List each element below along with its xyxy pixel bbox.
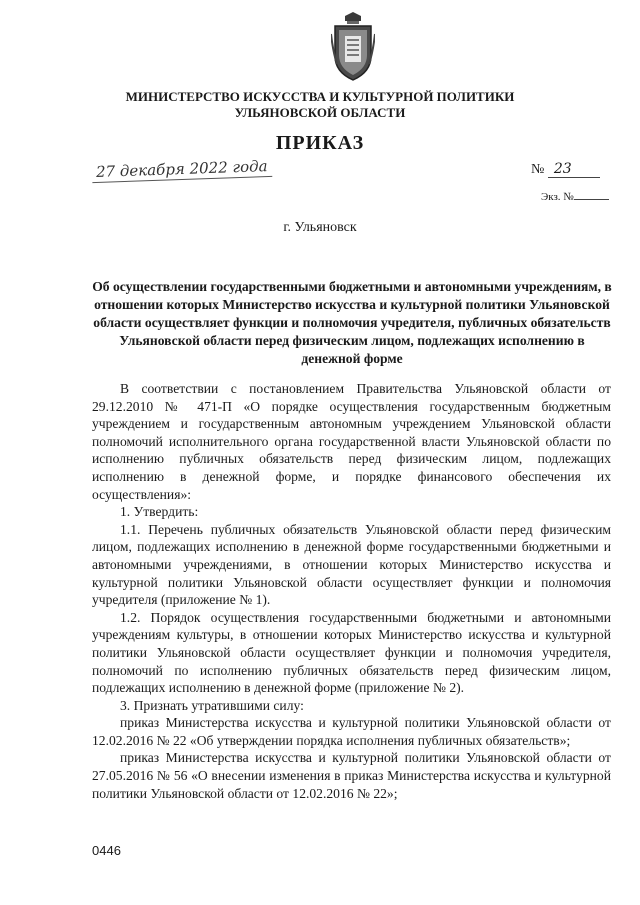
number-value: 23 [548,161,600,178]
order-title: Об осуществлении государственными бюджетными и автономными учреждениям, в отношении которых Министерство искусства и культурной политики Ульяновской области осуществляет функции и полномочия учредителя, публичных обязательств Ульяновской области перед физическим лицом, подлежащих исполнению в денежной форме [92,279,612,366]
copy-label: Экз. № [541,191,574,203]
ministry-line-1: МИНИСТЕРСТВО ИСКУССТВА И КУЛЬТУРНОЙ ПОЛИТИКИ [125,89,515,104]
coat-of-arms-emblem [331,12,375,82]
order-number [531,161,600,178]
paragraph-item-1-1: 1.1. Перечень публичных обязательств Ульяновской области перед физическим лицом, подлежащих исполнению в денежной форме государственными бюджетными и автономными учреждениями, в отношении которых Министерство искусства и культурной политики Ульяновской области осуществляет функции и полномочия учредителя (приложение № 1). [92,521,611,608]
order-date: 27 декабря 2022 года [92,157,272,183]
paragraph-item-1-2: 1.2. Порядок осуществления государственными бюджетными и автономными учреждениям культуры, в отношении которых Министерство искусства и культурной политики Ульяновской области осуществляет функции и полномочия учредителя, полномочий по исполнению публичных обязательств перед физическим лицом, подлежащих исполнению в денежной форме (приложение № 2). [92,609,611,696]
paragraph-item-3: 3. Признать утратившими силу: [120,697,304,713]
footer-code: 0446 [92,843,121,858]
paragraph-repeal-1: приказ Министерства искусства и культурной политики Ульяновской области от 12.02.2016 № 22 «Об утверждении порядка исполнения публичных обязательств»; [92,715,611,748]
number-label: № [531,162,545,177]
order-body [92,380,611,802]
copy-number [541,191,609,203]
copy-blank [574,199,609,200]
city: г. Ульяновск [283,220,357,235]
paragraph-item-1: 1. Утвердить: [120,504,199,520]
document-type: ПРИКАЗ [275,132,365,154]
ministry-name [0,89,640,121]
paragraph-repeal-2: приказ Министерства искусства и культурной политики Ульяновской области от 27.05.2016 № 56 «О внесении изменения в приказ Министерства искусства и культурной политики Ульяновской области от 12.02.2016 № 22»; [92,750,611,801]
paragraph-preamble: В соответствии с постановлением Правительства Ульяновской области от 29.12.2010 № 471-П «О порядке осуществления государственным бюджетным учреждением и государственным автономным учреждением Ульяновской области полномочий исполнительного органа государственной власти Ульяновской области по исполнению публичных обязательств перед физическим лицом, подлежащих исполнению в денежной форме, и порядке финансового обеспечения их осуществления»: [92,381,611,502]
ministry-line-2: УЛЬЯНОВСКОЙ ОБЛАСТИ [234,105,406,120]
